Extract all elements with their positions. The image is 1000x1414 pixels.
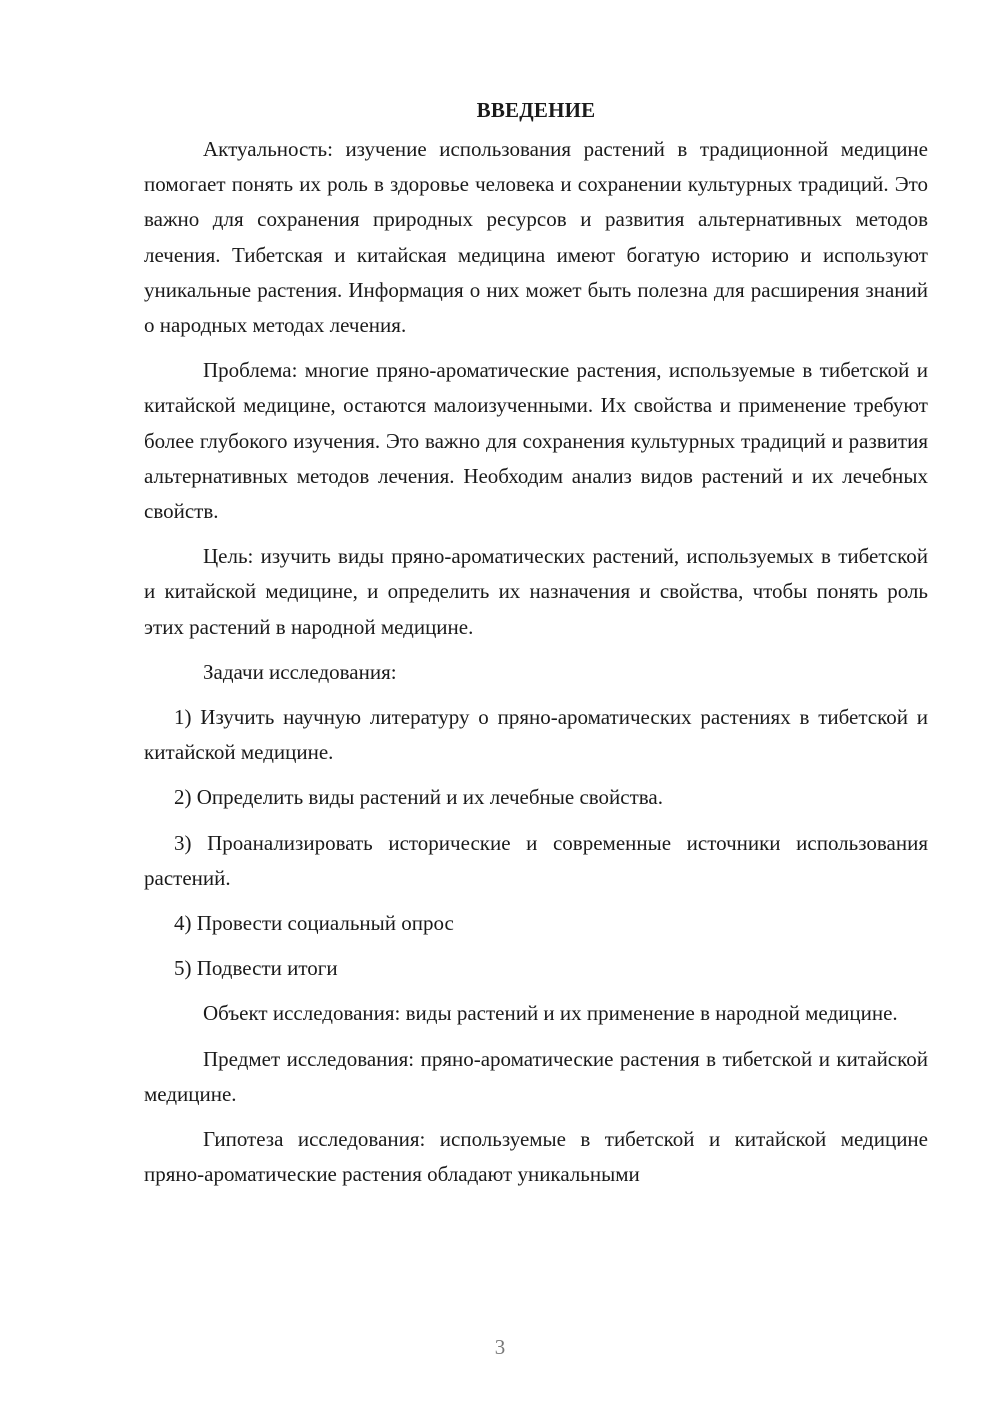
task-item-5: 5) Подвести итоги (174, 956, 338, 981)
paragraph-hypothesis: Гипотеза исследования: используемые в тибетской и китайской медицине пряно-ароматические растения обладают уникальными (144, 1127, 928, 1187)
section-title: ВВЕДЕНИЕ (476, 98, 596, 122)
paragraph-goal: Цель: изучить виды пряно-ароматических растений, используемых в тибетской и китайской медицине, и определить их назначения и свойства, чтобы понять роль этих растений в народной медицине. (144, 544, 928, 639)
task-item-1: 1) Изучить научную литературу о пряно-ароматических растениях в тибетской и китайской медицине. (144, 705, 928, 765)
task-item-4: 4) Провести социальный опрос (174, 911, 454, 936)
paragraph-relevance: Актуальность: изучение использования растений в традиционной медицине помогает понять их роль в здоровье человека и сохранении культурных традиций. Это важно для сохранения природных ресурсов и развития альтернативных методов лечения. Тибетская и китайская медицина имеют богатую историю и используют уникальные растения. Информация о них может быть полезна для расширения знаний о народных методах лечения. (144, 137, 928, 338)
paragraph-subject: Предмет исследования: пряно-ароматические растения в тибетской и китайской медицине. (144, 1046, 928, 1106)
page-number: 3 (494, 1335, 506, 1359)
task-item-3: 3) Проанализировать исторические и современные источники использования растений. (144, 830, 928, 890)
task-item-2: 2) Определить виды растений и их лечебные свойства. (174, 785, 663, 810)
page-content (144, 93, 928, 1202)
paragraph-tasks-heading: Задачи исследования: (203, 659, 397, 684)
paragraph-object: Объект исследования: виды растений и их применение в народной медицине. (203, 1001, 898, 1026)
paragraph-problem: Проблема: многие пряно-ароматические растения, используемые в тибетской и китайской медицине, остаются малоизученными. Их свойства и применение требуют более глубокого изучения. Это важно для сохранения культурных традиций и развития альтернативных методов лечения. Необходим анализ видов растений и их лечебных свойств. (144, 358, 928, 524)
